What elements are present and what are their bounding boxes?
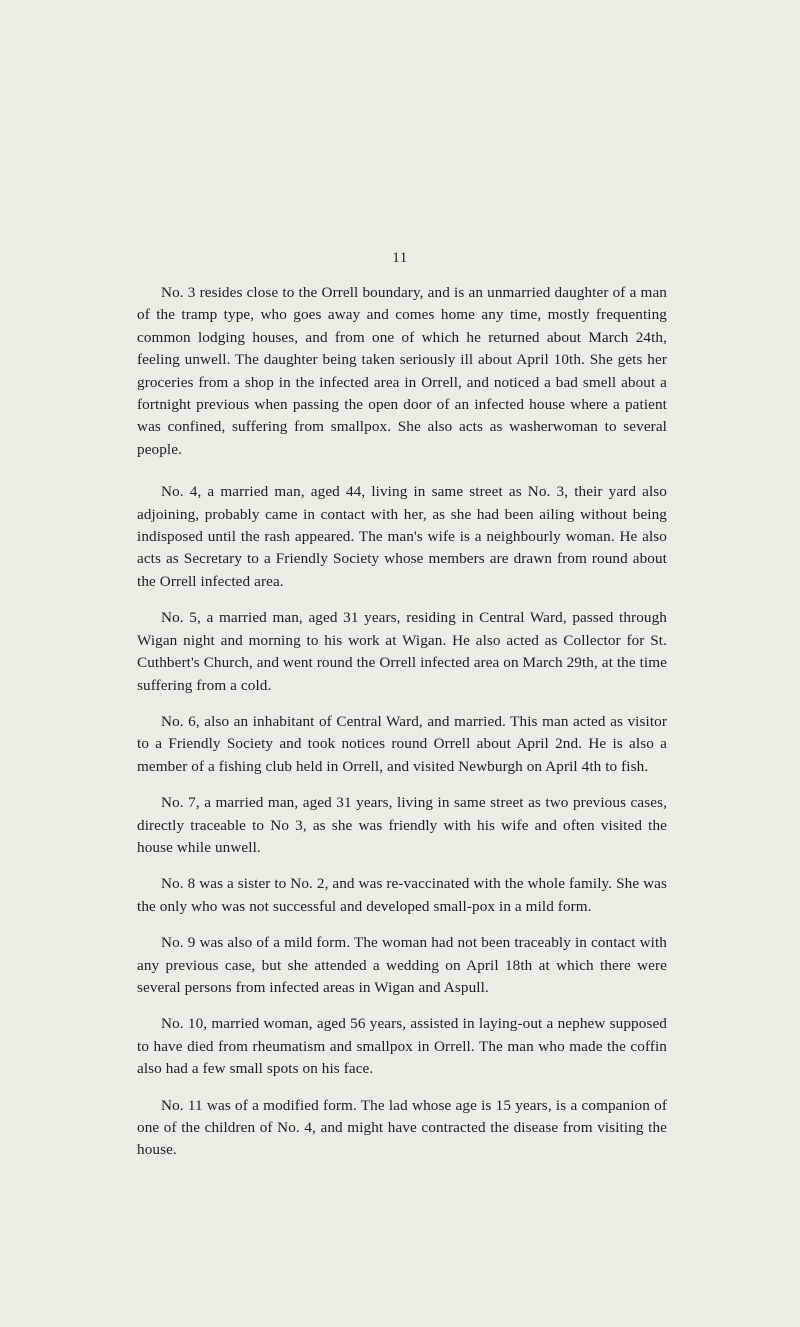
paragraph-case-7: No. 7, a married man, aged 31 years, living in same street as two previous cases, directly traceable to No 3, as she was friendly with his wife and often visited the house while unwell. [137, 794, 667, 856]
paragraph-case-6: No. 6, also an inhabitant of Central Ward, and married. This man acted as visitor to a Friendly Society and took notices round Orrell about April 2nd. He is also a member of a fishing club held in Orrell, and visited Newburgh on April 4th to fish. [137, 712, 667, 775]
paragraph-case-10: No. 10, married woman, aged 56 years, assisted in laying-out a nephew supposed to have died from rheumatism and smallpox in Orrell. The man who made the coffin also had a few small spots on his face. [137, 1015, 667, 1078]
report-body [137, 282, 667, 1176]
paragraph-case-4: No. 4, a married man, aged 44, living in same street as No. 3, their yard also adjoining, probably came in contact with her, as she had been ailing without being indisposed until the rash appeared. The man's wife is a neighbourly woman. He also acts as Secretary to a Friendly Society whose members are drawn from round about the Orrell infected area. [137, 483, 667, 590]
paragraph-case-3: No. 3 resides close to the Orrell boundary, and is an unmarried daughter of a man of the tramp type, who goes away and comes home any time, mostly frequenting common lodging houses, and from one of which he returned about March 24th, feeling unwell. The daughter being taken seriously ill about April 10th. She gets her groceries from a shop in the infected area in Orrell, and noticed a bad smell about a fortnight previous when passing the open door of an infected house where a patient was confined, suffering from smallpox. She also acts as washerwoman to several people. [137, 284, 667, 458]
paragraph-case-11: No. 11 was of a modified form. The lad whose age is 15 years, is a companion of one of the children of No. 4, and might have contracted the disease from visiting the house. [137, 1096, 667, 1159]
paragraph-case-9: No. 9 was also of a mild form. The woman had not been traceably in contact with any previous case, but she attended a wedding on April 18th at which there were several persons from infected areas in Wigan and Aspull. [137, 934, 667, 996]
paragraph-case-5: No. 5, a married man, aged 31 years, residing in Central Ward, passed through Wigan night and morning to his work at Wigan. He also acted as Collector for St. Cuthbert's Church, and went round the Orrell infected area on March 29th, at the time suffering from a cold. [137, 609, 667, 694]
paragraph-case-8: No. 8 was a sister to No. 2, and was re-vaccinated with the whole family. She was the only who was not successful and developed small-pox in a mild form. [137, 875, 667, 915]
page-number: 11 [392, 250, 408, 266]
